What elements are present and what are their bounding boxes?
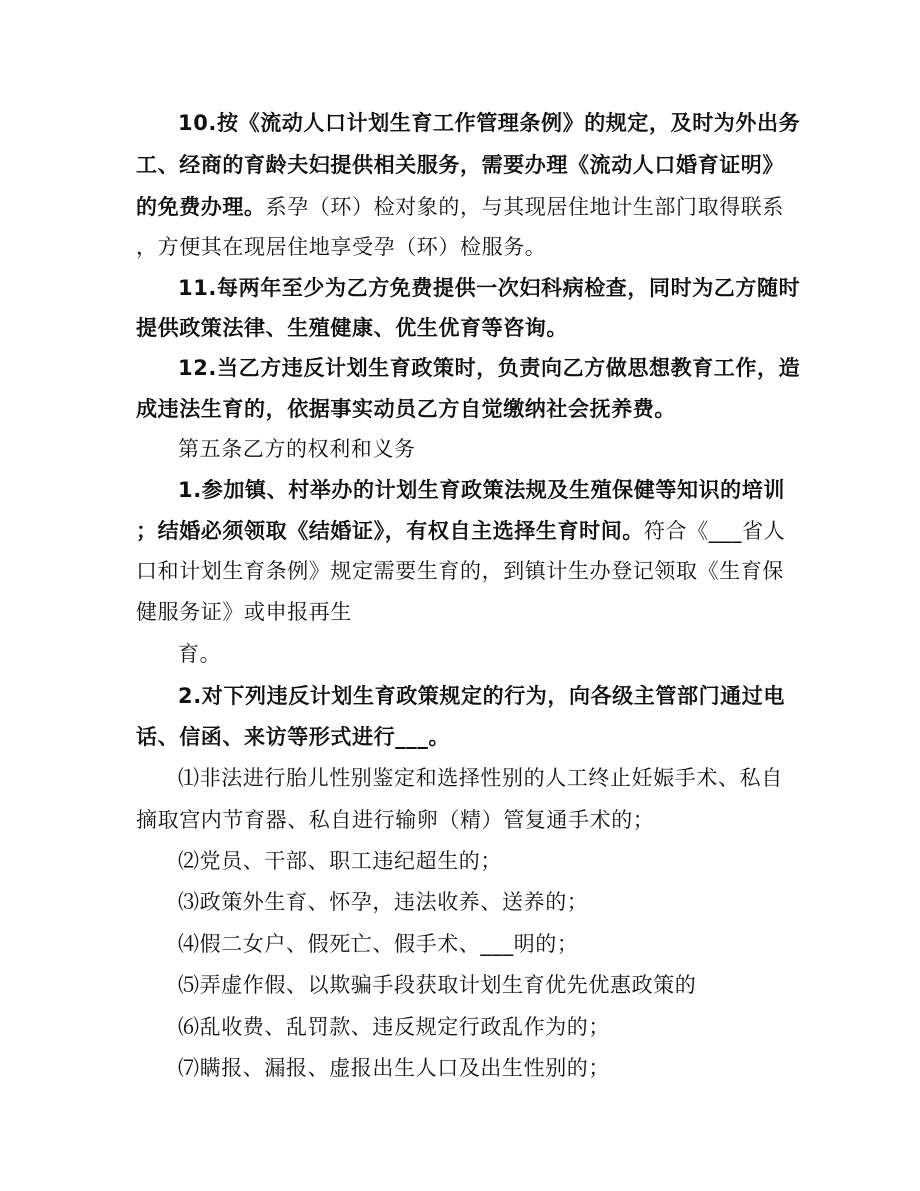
- text-run: ⑹乱收费、乱罚款、违反规定行政乱作为的；: [178, 1015, 610, 1039]
- text-run: ⑺瞒报、漏报、虚报出生人口及出生性别的；: [178, 1056, 610, 1080]
- text-line: [136, 597, 352, 627]
- text-run: 育。: [178, 642, 222, 666]
- list-item-line: [178, 887, 588, 917]
- text-line: [136, 556, 784, 586]
- text-line: [178, 639, 221, 669]
- list-item-line: [178, 1012, 610, 1042]
- text-line: [136, 232, 546, 262]
- text-run: 第五条乙方的权利和义务: [178, 437, 416, 461]
- text-run: 1.参加镇、村举办的计划生育政策法规及生殖保健等知识的培训: [178, 478, 785, 502]
- text-run: 10.按《流动人口计划生育工作管理条例》的规定，及时为外出务: [178, 111, 801, 135]
- text-run: 系孕（环）检对象的，与其现居住地计生部门取得联系: [265, 195, 785, 219]
- text-run: ；结婚必须领取《结婚证》，有权自主选择生育时间。: [136, 519, 644, 543]
- text-run: ⑴非法进行胎儿性别鉴定和选择性别的人工终止妊娠手术、私自: [178, 766, 783, 790]
- list-item-line: [178, 846, 502, 876]
- text-run: 话、信函、来访等形式进行___。: [136, 725, 451, 749]
- text-line: [178, 434, 416, 464]
- text-run: 口和计划生育条例》规定需要生育的，到镇计生办登记领取《生育保: [136, 559, 784, 583]
- text-line: [136, 192, 784, 222]
- text-line: [178, 681, 785, 711]
- text-run: 11.每两年至少为乙方免费提供一次妇科病检查，同时为乙方随时: [178, 276, 801, 300]
- text-run: 工、经商的育龄夫妇提供相关服务，需要办理《流动人口婚育证明》: [136, 153, 784, 177]
- text-run: ⑸弄虚作假、以欺骗手段获取计划生育优先优惠政策的: [178, 973, 697, 997]
- list-item-line: [178, 1053, 610, 1083]
- text-line: [178, 353, 800, 383]
- text-run: 成违法生育的，依据事实动员乙方自觉缴纳社会抚养费。: [136, 397, 676, 421]
- text-run: 2.对下列违反计划生育政策规定的行为，向各级主管部门通过电: [178, 684, 785, 708]
- text-run: ⑷假二女户、假死亡、假手术、___明的；: [178, 932, 579, 956]
- text-line: [136, 313, 568, 343]
- text-run: ，方便其在现居住地享受孕（环）检服务。: [136, 235, 547, 259]
- text-line: [178, 273, 800, 303]
- text-line: [178, 108, 800, 138]
- text-run: ⑵党员、干部、职工违纪超生的；: [178, 849, 502, 873]
- text-line: [136, 722, 450, 752]
- text-line: [136, 516, 785, 546]
- text-run: 摘取宫内节育器、私自进行输卵（精）管复通手术的；: [136, 808, 655, 832]
- text-run: 提供政策法律、生殖健康、优生优育等咨询。: [136, 316, 568, 340]
- text-run: 符合《___省人: [643, 519, 786, 543]
- text-run: 的免费办理。: [136, 195, 266, 219]
- text-run: 健服务证》或申报再生: [136, 600, 352, 624]
- list-item-line: [178, 970, 696, 1000]
- text-run: 12.当乙方违反计划生育政策时，负责向乙方做思想教育工作，造: [178, 356, 801, 380]
- list-item-line: [178, 929, 579, 959]
- text-run: ⑶政策外生育、怀孕，违法收养、送养的；: [178, 890, 589, 914]
- list-item-line: [178, 763, 783, 793]
- text-line: [136, 150, 784, 180]
- text-line: [178, 475, 785, 505]
- text-line: [136, 394, 676, 424]
- list-item-line: [136, 805, 654, 835]
